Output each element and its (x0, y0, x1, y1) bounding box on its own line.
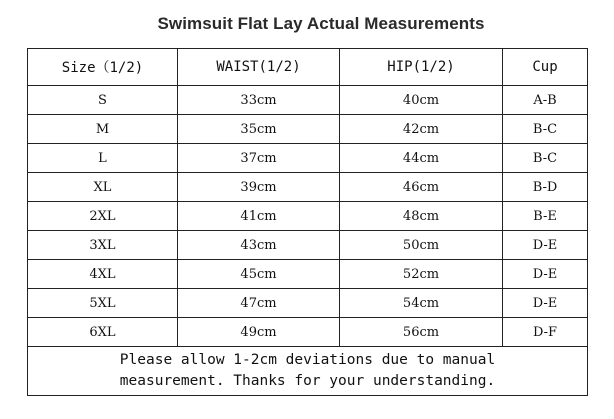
header-waist: WAIST(1/2) (178, 49, 340, 86)
size-cell: M (28, 115, 178, 144)
table-row (28, 86, 588, 115)
note-line-2: measurement. Thanks for your understanding. (119, 373, 496, 389)
hip-cell: 44cm (340, 144, 503, 173)
hip-cell: 48cm (340, 202, 503, 231)
size-cell: XL (28, 173, 178, 202)
hip-cell: 50cm (340, 231, 503, 260)
hip-cell: 40cm (340, 86, 503, 115)
header-cup: Cup (503, 49, 588, 86)
cup-cell: D-E (503, 260, 588, 289)
waist-cell: 45cm (178, 260, 340, 289)
table-row (28, 115, 588, 144)
table-row (28, 260, 588, 289)
waist-cell: 33cm (178, 86, 340, 115)
table-row (28, 173, 588, 202)
cup-cell: D-E (503, 289, 588, 318)
size-cell: 5XL (28, 289, 178, 318)
size-cell: S (28, 86, 178, 115)
size-cell: L (28, 144, 178, 173)
waist-cell: 35cm (178, 115, 340, 144)
deviation-note (28, 347, 588, 396)
hip-cell: 46cm (340, 173, 503, 202)
waist-cell: 41cm (178, 202, 340, 231)
waist-cell: 37cm (178, 144, 340, 173)
table-row (28, 144, 588, 173)
hip-cell: 52cm (340, 260, 503, 289)
cup-cell: B-C (503, 144, 588, 173)
waist-cell: 49cm (178, 318, 340, 347)
note-line-1: Please allow 1-2cm deviations due to manual (119, 352, 496, 368)
waist-cell: 43cm (178, 231, 340, 260)
cup-cell: B-E (503, 202, 588, 231)
measurement-table (27, 48, 588, 396)
hip-cell: 42cm (340, 115, 503, 144)
cup-cell: B-C (503, 115, 588, 144)
size-cell: 3XL (28, 231, 178, 260)
header-size: Size（1/2) (28, 49, 178, 86)
table-row (28, 202, 588, 231)
hip-cell: 56cm (340, 318, 503, 347)
header-hip: HIP(1/2) (340, 49, 503, 86)
note-row (28, 347, 588, 396)
cup-cell: D-E (503, 231, 588, 260)
size-cell: 4XL (28, 260, 178, 289)
waist-cell: 39cm (178, 173, 340, 202)
table-row (28, 231, 588, 260)
size-cell: 2XL (28, 202, 178, 231)
size-cell: 6XL (28, 318, 178, 347)
table-row (28, 318, 588, 347)
page-title: Swimsuit Flat Lay Actual Measurements (157, 14, 485, 33)
cup-cell: D-F (503, 318, 588, 347)
cup-cell: B-D (503, 173, 588, 202)
table-header-row (28, 49, 588, 86)
cup-cell: A-B (503, 86, 588, 115)
hip-cell: 54cm (340, 289, 503, 318)
table-row (28, 289, 588, 318)
waist-cell: 47cm (178, 289, 340, 318)
